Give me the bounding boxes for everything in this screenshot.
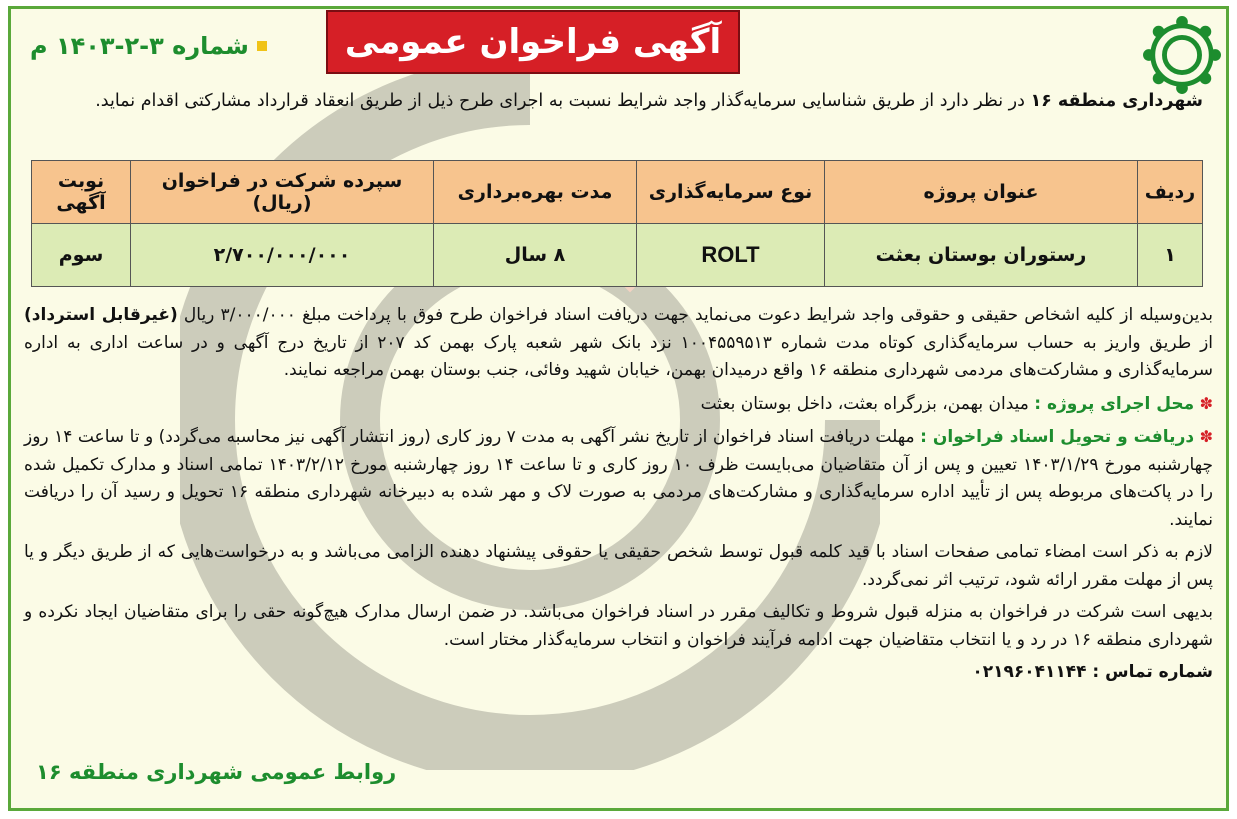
invitation-paragraph — [24, 302, 1213, 385]
table-header-row — [32, 161, 1203, 224]
invitation-text-a: بدین‌وسیله از کلیه اشخاص حقیقی و حقوقی واجد شرایط دعوت می‌نماید جهت دریافت اسناد فراخوان طرح فوق با پرداخت مبلغ ۳/۰۰۰/۰۰۰ ریال — [177, 305, 1213, 325]
intro-paragraph — [24, 86, 1203, 116]
invitation-text-b: از طریق واریز به حساب سرمایه‌گذاری کوتاه مدت شماره ۱۰۰۴۵۵۹۵۱۳ نزد بانک شهر شعبه پارک بهمن کد ۲۰۷ از تاریخ درج آگهی و در ساعت اداری به اداره سرمایه‌گذاری و مشارکت‌های مردمی شهرداری منطقه ۱۶ واقع درمیدان بهمن، خیابان شهید وفائی، جنب بوستان بهمن مراجعه نمایند. — [24, 332, 1214, 380]
documents-paragraph — [24, 423, 1213, 534]
intro-text: در نظر دارد از طریق شناسایی سرمایه‌گذار واجد شرایط نسبت به اجرای طرح ذیل از طریق انعقاد قرارداد مشارکتی اقدام نماید. — [95, 91, 1031, 111]
municipality-logo-icon — [1143, 16, 1221, 94]
cell-row-number: ۱ — [1138, 224, 1203, 287]
notice-body — [24, 302, 1213, 692]
terms-paragraph: بدیهی است شرکت در فراخوان به منزله قبول شروط و تکالیف مقرر در اسناد فراخوان می‌باشد. در ضمن ارسال مدارک هیچ‌گونه حقی را برای متقاضیان ایجاد نکرده و شهرداری منطقه ۱۶ در رد و یا انتخاب متقاضیان جهت ادامه فرآیند فراخوان و انتخاب سرمایه‌گذار مختار است. — [24, 602, 1213, 650]
issue-number-text: شماره ۳-۲-۱۴۰۳ م — [30, 32, 249, 60]
table-row — [32, 224, 1203, 287]
cell-operation-period: ۸ سال — [434, 224, 637, 287]
public-relations-signature: روابط عمومی شهرداری منطقه ۱۶ — [36, 760, 397, 784]
col-deposit: سپرده شرکت در فراخوان (ریال) — [131, 161, 434, 224]
header — [10, 10, 1227, 80]
intro-org: شهرداری منطقه ۱۶ — [1030, 91, 1203, 111]
documents-text: مهلت دریافت اسناد فراخوان از تاریخ نشر آگهی به مدت ۷ روز کاری (روز انتشار آگهی نیز محاسبه می‌گردد) و تا ساعت ۱۴ روز چهارشنبه مورخ ۱۴۰۳/۱/۲۹ تعیین و پس از آن متقاضیان می‌بایست ظرف ۱۰ روز کاری و تا ساعت ۱۴ روز چهارشنبه مورخ ۱۴۰۳/۲/۱۲ تمامی اسناد و مدارک تکمیل شده را در پاکت‌های مربوطه پس از تأیید اداره سرمایه‌گذاری و مشارکت‌های مردمی به صورت لاک و مهر شده به دبیرخانه شهرداری منطقه ۱۶ تحویل و رسید آن را دریافت نمایند. — [24, 427, 1214, 530]
cell-ad-round: سوم — [32, 224, 131, 287]
location-paragraph — [24, 390, 1213, 419]
cell-deposit: ۲/۷۰۰/۰۰۰/۰۰۰ — [131, 224, 434, 287]
location-label: محل اجرای پروژه : — [1034, 393, 1195, 414]
star-bullet-icon: ✽ — [1199, 427, 1213, 446]
col-investment-type: نوع سرمایه‌گذاری — [637, 161, 825, 224]
location-text: میدان بهمن، بزرگراه بعثت، داخل بوستان بعثت — [700, 393, 1035, 414]
signature-requirement-paragraph: لازم به ذکر است امضاء تمامی صفحات اسناد با قید کلمه قبول توسط شخص حقیقی یا حقوقی پیشنهاد دهنده الزامی می‌باشد و به درخواست‌هایی که از طریق دیگر و یا پس از مهلت مقرر ارائه شود، ترتیب اثر نمی‌گردد. — [24, 542, 1213, 590]
contact-phone: شماره تماس : ۰۲۱۹۶۰۴۱۱۴۴ — [972, 662, 1213, 682]
documents-label: دریافت و تحویل اسناد فراخوان : — [920, 427, 1195, 447]
star-bullet-icon: ✽ — [1199, 393, 1213, 413]
cell-investment-type: ROLT — [637, 224, 825, 287]
bullet-square-icon — [257, 41, 267, 51]
issue-number — [30, 32, 267, 60]
page-title: آگهی فراخوان عمومی — [326, 10, 740, 74]
col-project-title: عنوان پروژه — [825, 161, 1138, 224]
col-ad-round: نوبت آگهی — [32, 161, 131, 224]
cell-project-title: رستوران بوستان بعثت — [825, 224, 1138, 287]
col-operation-period: مدت بهره‌برداری — [434, 161, 637, 224]
non-refundable-note: (غیرقابل استرداد) — [24, 305, 178, 325]
projects-table — [31, 160, 1203, 287]
col-row-number: ردیف — [1138, 161, 1203, 224]
